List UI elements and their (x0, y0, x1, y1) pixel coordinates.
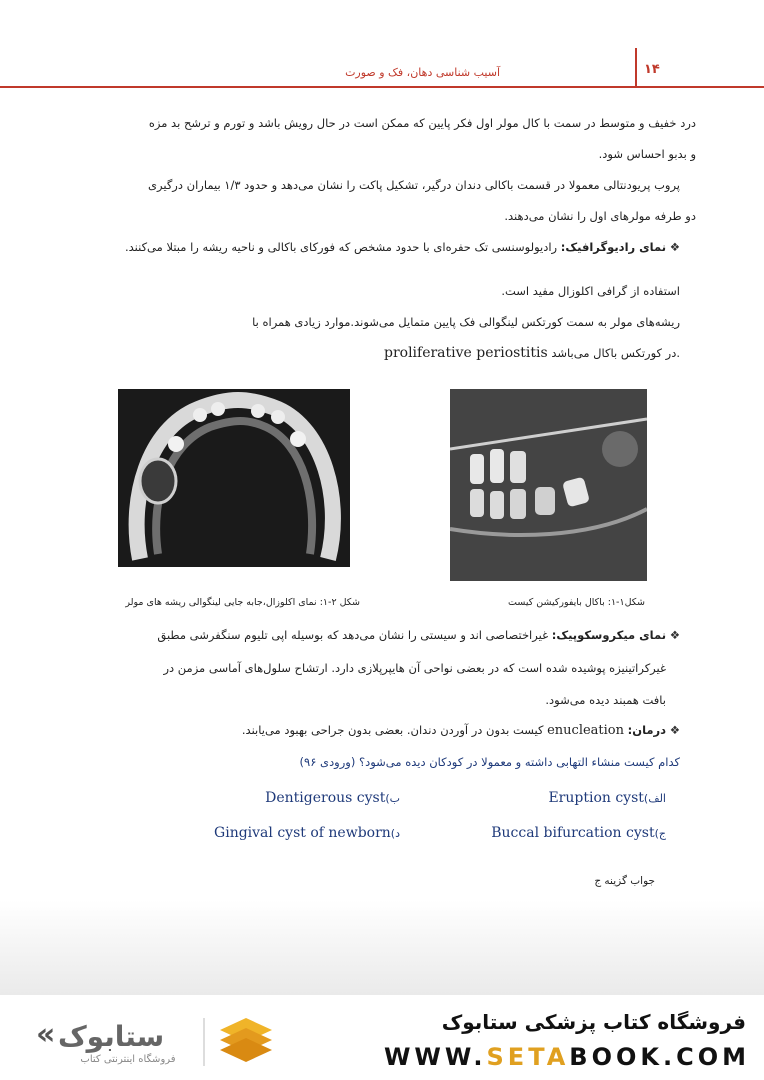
option-a (440, 790, 666, 806)
paragraph-line: پروب پریودنتالی معمولا در قسمت باکالی دندان درگیر، تشکیل پاکت را نشان می‌دهد و حدود ۱/۳ بیماران درگیری (148, 178, 680, 192)
header-rule (0, 86, 764, 88)
running-header-title: آسیب شناسی دهان، فک و صورت (345, 66, 500, 79)
svg-text:ستابوک: ستابوک (58, 1020, 165, 1053)
option-letter: ب) (385, 792, 400, 805)
option-b (210, 790, 400, 806)
url-part-highlight: SETA (486, 1043, 570, 1071)
logo-subtitle: فروشگاه اینترنتی کتاب (80, 1054, 176, 1065)
store-name: فروشگاه کتاب پزشکی ستابوک (441, 1010, 746, 1034)
figure-caption: شکل۱-۱: باکال بایفورکیشن کیست (508, 597, 645, 608)
url-part: WWW. (383, 1043, 487, 1071)
header-divider-vertical (635, 48, 637, 88)
diamond-bullet-icon: ❖ (669, 240, 680, 254)
panoramic-radiograph-image (450, 389, 647, 581)
store-url-link[interactable] (384, 1043, 750, 1071)
radiographic-section (90, 232, 680, 263)
page-bottom-fade (0, 900, 764, 1000)
section-heading: درمان: (627, 723, 667, 737)
option-c (420, 825, 666, 841)
store-logo (28, 1010, 288, 1072)
latin-term: proliferative periostitis (383, 345, 548, 361)
section-heading: نمای میکروسکوپیک: (551, 628, 667, 642)
page-number: ۱۴ (644, 62, 660, 77)
question-text: کدام کیست منشاء التهابی داشته و معمولا در کودکان دیده می‌شود؟ (ورودی ۹۶) (299, 755, 680, 769)
paragraph-line: ریشه‌های مولر به سمت کورتکس لینگوالی فک پایین متمایل می‌شوند.موارد زیادی همراه با (252, 315, 680, 329)
section-text: غیراختصاصی اند و سیستی را نشان می‌دهد که بوسیله اپی تلیوم سنگفرشی مطبق (157, 628, 549, 642)
section-text: در کورتکس باکال می‌باشد. (551, 346, 680, 360)
option-d (150, 825, 400, 841)
option-letter: د) (390, 827, 400, 840)
option-letter: ج) (654, 827, 666, 840)
paragraph-line: غیرکراتینیزه پوشیده شده است که در بعضی نواحی آن هایپرپلازی دارد. ارتشاح سلول‌های آماسی مزمن در (163, 661, 666, 675)
treatment-section (110, 715, 680, 746)
paragraph-line: و بدبو احساس شود. (598, 147, 696, 161)
proliferative-line (200, 338, 680, 369)
latin-term: enucleation (547, 723, 624, 738)
section-text: کیست بدون در آوردن دندان. بعضی بدون جراحی بهبود می‌یابند. (241, 723, 544, 737)
diamond-bullet-icon: ❖ (669, 723, 680, 737)
option-text: Dentigerous cyst (265, 790, 386, 806)
paragraph-line: بافت همبند دیده می‌شود. (545, 693, 666, 707)
svg-text:«: « (36, 1017, 56, 1052)
url-part: BOOK.COM (569, 1043, 750, 1071)
answer-text: جواب گزینه ج (594, 875, 655, 887)
microscopic-section (110, 620, 680, 651)
figure-caption: شکل ۲-۱: نمای اکلوزال،جابه جایی لینگوالی ریشه های مولر (125, 597, 360, 608)
option-letter: الف) (643, 792, 666, 805)
occlusal-radiograph-image (118, 389, 350, 567)
diamond-bullet-icon: ❖ (669, 628, 680, 642)
section-heading: نمای رادیوگرافیک: (560, 240, 667, 254)
option-text: Gingival cyst of newborn (214, 825, 391, 841)
option-text: Eruption cyst (548, 790, 644, 806)
option-text: Buccal bifurcation cyst (491, 825, 655, 841)
paragraph-line: استفاده از گرافی اکلوزال مفید است. (501, 284, 680, 298)
paragraph-line: دو طرفه مولرهای اول را نشان می‌دهند. (504, 209, 696, 223)
section-text: رادیولوسنسی تک حفره‌ای با حدود مشخص که فورکای باکالی و ناحیه ریشه را مبتلا می‌کنند. (124, 240, 558, 254)
paragraph-line: درد خفیف و متوسط در سمت با کال مولر اول فکر پایین که ممکن است در حال رویش باشد و تورم و ترشح بد مزه (148, 116, 696, 130)
